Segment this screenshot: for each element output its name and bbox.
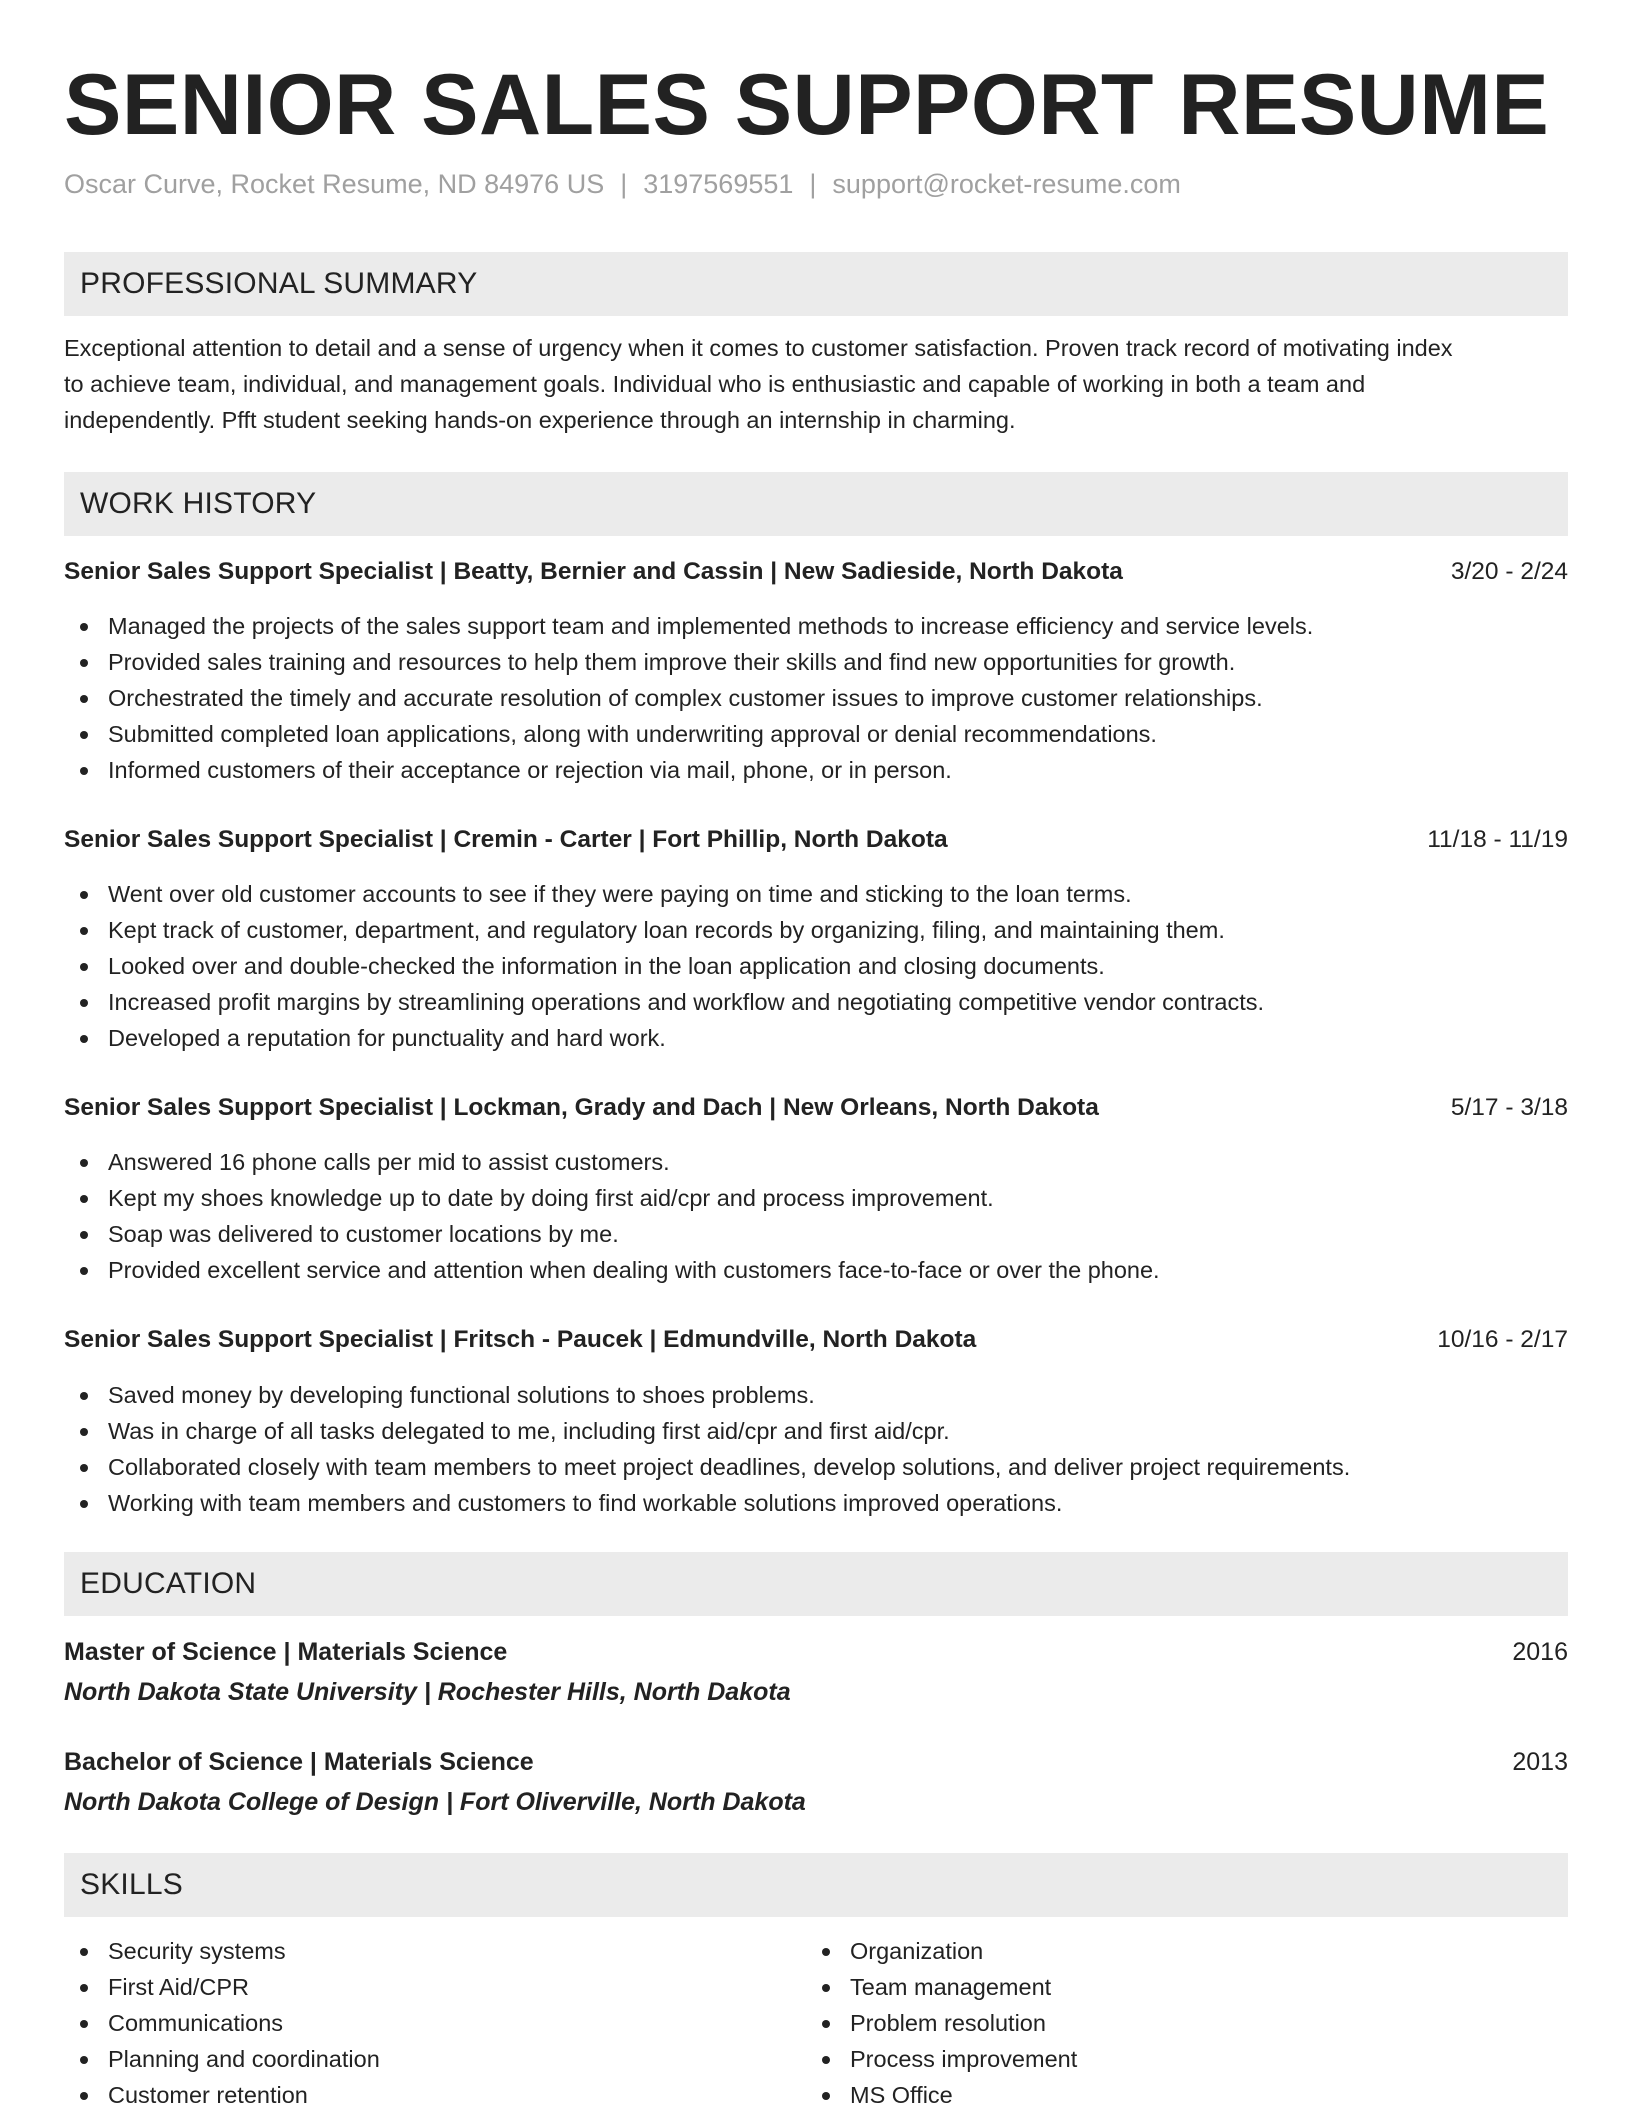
job-dates: 5/17 - 3/18: [1450, 1094, 1568, 1121]
skill-item: Communications: [64, 2005, 1568, 2041]
job-dates: 10/16 - 2/17: [1437, 1326, 1568, 1353]
skill-item: Problem resolution: [806, 2005, 1632, 2041]
education-school: North Dakota State University | Rochester Hills, North Dakota: [64, 1678, 791, 1706]
contact-address: Oscar Curve, Rocket Resume, ND 84976 US: [64, 169, 605, 199]
job-header: [64, 822, 1568, 858]
education-degree-row: [64, 1634, 1568, 1670]
section-header-summary: [64, 252, 1568, 316]
skills-list-right: [806, 1933, 1632, 2112]
job-dates: 3/20 - 2/24: [1450, 558, 1568, 585]
job-bullets: [64, 1377, 1568, 1521]
job-title: Senior Sales Support Specialist | Beatty, Bernier and Cassin | New Sadieside, North Dakota: [64, 558, 1123, 585]
education-school: North Dakota College of Design | Fort Oliverville, North Dakota: [64, 1788, 806, 1816]
job-bullet: Kept my shoes knowledge up to date by doing first aid/cpr and process improvement.: [64, 1180, 1568, 1216]
job-title: Senior Sales Support Specialist | Lockman, Grady and Dach | New Orleans, North Dakota: [64, 1094, 1099, 1121]
skill-item: First Aid/CPR: [64, 1969, 1568, 2005]
job-header: [64, 1322, 1568, 1358]
skill-item: Process improvement: [806, 2041, 1632, 2077]
resume-title: SENIOR SALES SUPPORT RESUME: [64, 57, 1550, 153]
skill-item: Customer retention: [64, 2077, 1568, 2112]
job-bullet: Managed the projects of the sales support team and implemented methods to increase efficiency and service levels.: [64, 608, 1568, 644]
education-degree: Bachelor of Science | Materials Science: [64, 1748, 534, 1776]
skill-item: Organization: [806, 1933, 1632, 1969]
education-year: 2013: [1512, 1748, 1568, 1776]
job-bullet: Submitted completed loan applications, along with underwriting approval or denial recommendations.: [64, 716, 1568, 752]
job-bullets: [64, 1144, 1568, 1288]
job-bullet: Working with team members and customers to find workable solutions improved operations.: [64, 1485, 1568, 1521]
education-year: 2016: [1512, 1638, 1568, 1666]
job-bullet: Collaborated closely with team members to meet project deadlines, develop solutions, and deliver project requirements.: [64, 1449, 1568, 1485]
job-header: [64, 1090, 1568, 1126]
skill-item: Planning and coordination: [64, 2041, 1568, 2077]
summary-line: to achieve team, individual, and management goals. Individual who is enthusiastic and capable of working in both a team and: [64, 371, 1366, 397]
job-bullet: Saved money by developing functional solutions to shoes problems.: [64, 1377, 1568, 1413]
contact-separator: |: [620, 169, 628, 199]
contact-email: support@rocket-resume.com: [832, 169, 1181, 199]
job-bullet: Informed customers of their acceptance or rejection via mail, phone, or in person.: [64, 752, 1568, 788]
job-bullet: Provided sales training and resources to help them improve their skills and find new opportunities for growth.: [64, 644, 1568, 680]
contact-separator: |: [809, 169, 817, 199]
job-bullet: Provided excellent service and attention when dealing with customers face-to-face or over the phone.: [64, 1252, 1568, 1288]
section-title: SKILLS: [80, 1868, 183, 1901]
job-bullets: [64, 608, 1568, 788]
job-header: [64, 554, 1568, 590]
job-bullet: Developed a reputation for punctuality and hard work.: [64, 1020, 1568, 1056]
job-bullet: Soap was delivered to customer locations by me.: [64, 1216, 1568, 1252]
job-bullet: Answered 16 phone calls per mid to assist customers.: [64, 1144, 1568, 1180]
section-title: WORK HISTORY: [80, 487, 317, 520]
section-header-work-history: [64, 472, 1568, 536]
job-bullet: Increased profit margins by streamlining operations and workflow and negotiating competitive vendor contracts.: [64, 984, 1568, 1020]
job-bullet: Looked over and double-checked the information in the loan application and closing documents.: [64, 948, 1568, 984]
job-bullet: Was in charge of all tasks delegated to me, including first aid/cpr and first aid/cpr.: [64, 1413, 1568, 1449]
skill-item: MS Office: [806, 2077, 1632, 2112]
job-title: Senior Sales Support Specialist | Cremin - Carter | Fort Phillip, North Dakota: [64, 826, 948, 853]
contact-phone: 3197569551: [643, 169, 794, 199]
section-title: PROFESSIONAL SUMMARY: [80, 267, 478, 300]
education-degree: Master of Science | Materials Science: [64, 1638, 508, 1666]
education-degree-row: [64, 1744, 1568, 1780]
contact-line: [64, 166, 1181, 202]
job-bullet: Orchestrated the timely and accurate resolution of complex customer issues to improve customer relationships.: [64, 680, 1568, 716]
job-dates: 11/18 - 11/19: [1427, 826, 1568, 853]
skill-item: Team management: [806, 1969, 1632, 2005]
section-header-skills: [64, 1853, 1568, 1917]
summary-line: Exceptional attention to detail and a sense of urgency when it comes to customer satisfaction. Proven track record of motivating index: [64, 335, 1453, 361]
job-bullet: Kept track of customer, department, and regulatory loan records by organizing, filing, and maintaining them.: [64, 912, 1568, 948]
section-header-education: [64, 1552, 1568, 1616]
job-title: Senior Sales Support Specialist | Fritsch - Paucek | Edmundville, North Dakota: [64, 1326, 977, 1353]
job-bullet: Went over old customer accounts to see if they were paying on time and sticking to the loan terms.: [64, 876, 1568, 912]
job-bullets: [64, 876, 1568, 1056]
summary-line: independently. Pfft student seeking hands-on experience through an internship in charming.: [64, 407, 1016, 433]
skill-item: Security systems: [64, 1933, 1568, 1969]
section-title: EDUCATION: [80, 1567, 257, 1600]
summary-text: [64, 330, 1568, 438]
